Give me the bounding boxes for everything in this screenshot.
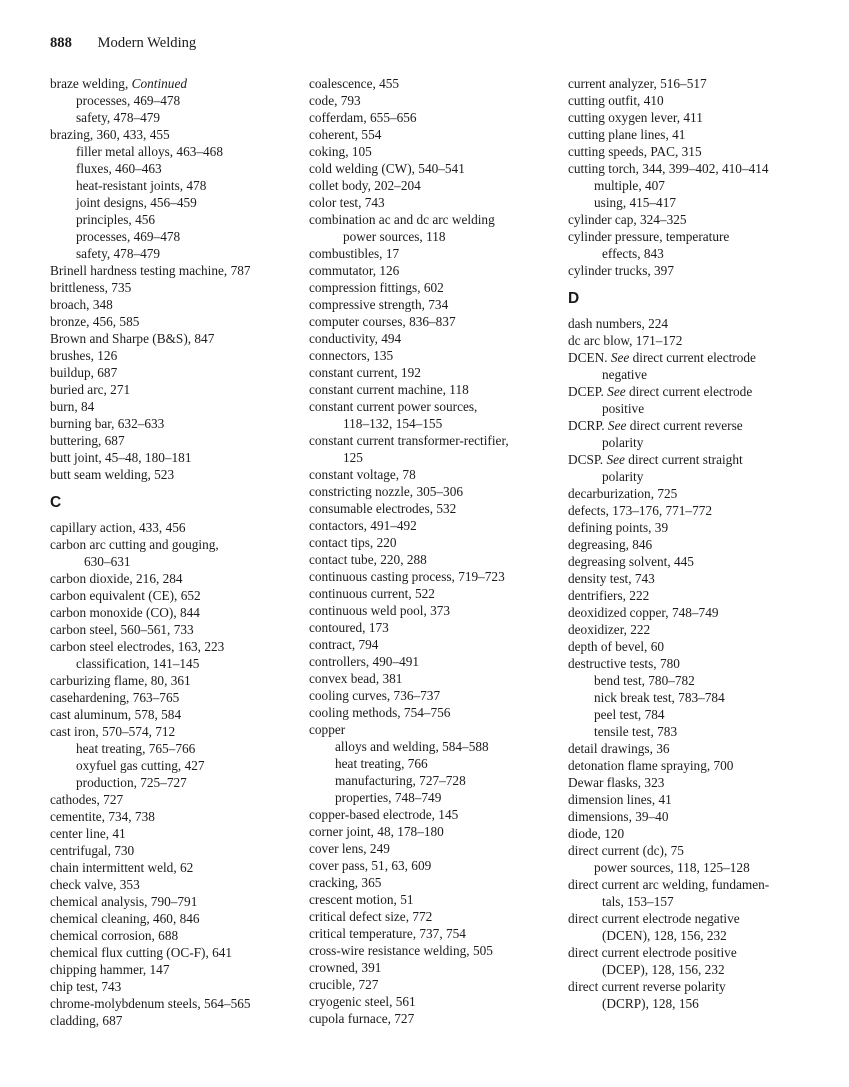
index-entry-continuation: 125 <box>343 450 363 465</box>
index-entry: dimension lines, 41 <box>568 792 672 807</box>
index-entry: collet body, 202–204 <box>309 178 421 193</box>
italic-text: See <box>607 384 626 399</box>
index-entry: controllers, 490–491 <box>309 654 420 669</box>
index-entry: chip test, 743 <box>50 979 122 994</box>
index-entry: cover lens, 249 <box>309 841 390 856</box>
index-entry: deoxidized copper, 748–749 <box>568 605 719 620</box>
index-entry: chemical cleaning, 460, 846 <box>50 911 200 926</box>
index-entry: constant current power sources, <box>309 399 478 414</box>
index-entry: color test, 743 <box>309 195 385 210</box>
index-entry: defects, 173–176, 771–772 <box>568 503 713 518</box>
index-entry: carbon dioxide, 216, 284 <box>50 571 183 586</box>
index-entry: constant current transformer-rectifier, <box>309 433 509 448</box>
index-entry: buildup, 687 <box>50 365 118 380</box>
italic-text: See <box>610 350 630 365</box>
index-entry: cutting outfit, 410 <box>568 93 664 108</box>
page-number: 888 <box>50 35 72 51</box>
index-entry: crescent motion, 51 <box>309 892 414 907</box>
index-entry: Brinell hardness testing machine, 787 <box>50 263 251 278</box>
index-entry: density test, 743 <box>568 571 655 586</box>
index-entry-continuation: negative <box>602 367 648 382</box>
index-entry: consumable electrodes, 532 <box>309 501 457 516</box>
italic-text: See <box>607 418 627 433</box>
index-subentry: tensile test, 783 <box>594 724 678 739</box>
index-entry: DCEP. See direct current electrode <box>568 384 753 399</box>
index-entry: direct current electrode negative <box>568 911 740 926</box>
index-subentry: nick break test, 783–784 <box>594 690 725 705</box>
index-entry: chipping hammer, 147 <box>50 962 170 977</box>
index-entry: cast iron, 570–574, 712 <box>50 724 176 739</box>
index-entry: butt joint, 45–48, 180–181 <box>50 450 192 465</box>
index-entry: buried arc, 271 <box>50 382 131 397</box>
section-heading: C <box>50 494 62 511</box>
index-column-2 <box>309 75 542 1027</box>
index-entry: brushes, 126 <box>50 348 118 363</box>
index-subentry: fluxes, 460–463 <box>76 161 162 176</box>
index-subentry: principles, 456 <box>76 212 156 227</box>
index-subentry: filler metal alloys, 463–468 <box>76 144 223 159</box>
index-entry: connectors, 135 <box>309 348 394 363</box>
index-entry: destructive tests, 780 <box>568 656 680 671</box>
index-entry: deoxidizer, 222 <box>568 622 651 637</box>
index-entry: constant current, 192 <box>309 365 421 380</box>
index-entry: cast aluminum, 578, 584 <box>50 707 182 722</box>
index-subentry: processes, 469–478 <box>76 229 181 244</box>
index-entry: bronze, 456, 585 <box>50 314 140 329</box>
index-entry: cracking, 365 <box>309 875 382 890</box>
index-subentry: peel test, 784 <box>594 707 665 722</box>
index-entry: brittleness, 735 <box>50 280 132 295</box>
index-entry-continuation: 118–132, 154–155 <box>343 416 443 431</box>
index-entry: DCSP. See direct current straight <box>568 452 743 467</box>
index-subentry: alloys and welding, 584–588 <box>335 739 489 754</box>
index-entry: burn, 84 <box>50 399 95 414</box>
index-subentry: oxyfuel gas cutting, 427 <box>76 758 205 773</box>
index-entry: carbon arc cutting and gouging, <box>50 537 219 552</box>
index-entry: direct current (dc), 75 <box>568 843 684 858</box>
index-entry: brazing, 360, 433, 455 <box>50 127 170 142</box>
index-entry: center line, 41 <box>50 826 126 841</box>
index-entry: coherent, 554 <box>309 127 382 142</box>
index-entry: check valve, 353 <box>50 877 140 892</box>
index-entry: cryogenic steel, 561 <box>309 994 416 1009</box>
index-entry: contract, 794 <box>309 637 379 652</box>
index-entry: continuous weld pool, 373 <box>309 603 451 618</box>
index-subentry: safety, 478–479 <box>76 110 161 125</box>
index-entry: dimensions, 39–40 <box>568 809 669 824</box>
index-entry: Brown and Sharpe (B&S), 847 <box>50 331 215 346</box>
index-entry: diode, 120 <box>568 826 625 841</box>
index-entry: constant current machine, 118 <box>309 382 469 397</box>
index-entry: cutting plane lines, 41 <box>568 127 686 142</box>
page-header <box>50 34 801 52</box>
index-entry: cathodes, 727 <box>50 792 124 807</box>
index-entry: continuous casting process, 719–723 <box>309 569 505 584</box>
index-subentry: multiple, 407 <box>594 178 665 193</box>
index-entry: computer courses, 836–837 <box>309 314 456 329</box>
index-entry: broach, 348 <box>50 297 113 312</box>
index-entry: dash numbers, 224 <box>568 316 669 331</box>
index-columns <box>50 75 801 1029</box>
index-entry: cutting oxygen lever, 411 <box>568 110 703 125</box>
index-entry: critical temperature, 737, 754 <box>309 926 466 941</box>
index-entry: contact tips, 220 <box>309 535 397 550</box>
index-entry: current analyzer, 516–517 <box>568 76 707 91</box>
index-subentry: safety, 478–479 <box>76 246 161 261</box>
index-subentry: heat treating, 765–766 <box>76 741 196 756</box>
index-subentry: heat treating, 766 <box>335 756 428 771</box>
index-entry-continuation: (DCRP), 128, 156 <box>602 996 699 1011</box>
index-entry: DCRP. See direct current reverse <box>568 418 743 433</box>
index-entry: cooling curves, 736–737 <box>309 688 441 703</box>
index-entry: critical defect size, 772 <box>309 909 433 924</box>
index-entry-continuation: polarity <box>602 469 644 484</box>
index-entry: Dewar flasks, 323 <box>568 775 665 790</box>
index-entry: chain intermittent weld, 62 <box>50 860 194 875</box>
index-column-3 <box>568 75 801 1012</box>
index-entry: crucible, 727 <box>309 977 379 992</box>
index-entry: burning bar, 632–633 <box>50 416 165 431</box>
book-title: Modern Welding <box>97 35 197 51</box>
index-entry: direct current reverse polarity <box>568 979 726 994</box>
index-entry: code, 793 <box>309 93 361 108</box>
index-entry: cover pass, 51, 63, 609 <box>309 858 432 873</box>
index-entry: copper <box>309 722 346 737</box>
index-entry: casehardening, 763–765 <box>50 690 180 705</box>
index-entry: dentrifiers, 222 <box>568 588 650 603</box>
index-entry: cladding, 687 <box>50 1013 123 1028</box>
index-entry: detail drawings, 36 <box>568 741 670 756</box>
index-entry: detonation flame spraying, 700 <box>568 758 734 773</box>
index-entry: capillary action, 433, 456 <box>50 520 186 535</box>
index-entry: carbon equivalent (CE), 652 <box>50 588 201 603</box>
index-subentry: properties, 748–749 <box>335 790 442 805</box>
index-entry: cross-wire resistance welding, 505 <box>309 943 493 958</box>
index-subentry: processes, 469–478 <box>76 93 181 108</box>
index-entry: coking, 105 <box>309 144 372 159</box>
index-entry: cold welding (CW), 540–541 <box>309 161 465 176</box>
index-entry-continuation: (DCEN), 128, 156, 232 <box>602 928 727 943</box>
index-entry: cutting speeds, PAC, 315 <box>568 144 702 159</box>
index-entry: cofferdam, 655–656 <box>309 110 417 125</box>
index-entry-continuation: polarity <box>602 435 644 450</box>
italic-text: Continued <box>131 76 187 91</box>
index-entry: copper-based electrode, 145 <box>309 807 459 822</box>
index-entry: cutting torch, 344, 399–402, 410–414 <box>568 161 769 176</box>
index-entry: chemical flux cutting (OC-F), 641 <box>50 945 233 960</box>
index-entry: contoured, 173 <box>309 620 389 635</box>
index-entry: depth of bevel, 60 <box>568 639 665 654</box>
index-subentry: production, 725–727 <box>76 775 187 790</box>
index-entry: compression fittings, 602 <box>309 280 444 295</box>
index-subentry: heat-resistant joints, 478 <box>76 178 207 193</box>
index-entry: cementite, 734, 738 <box>50 809 155 824</box>
index-entry: combustibles, 17 <box>309 246 400 261</box>
index-entry: chemical analysis, 790–791 <box>50 894 198 909</box>
index-entry: degreasing, 846 <box>568 537 653 552</box>
index-entry: contact tube, 220, 288 <box>309 552 427 567</box>
index-entry: direct current arc welding, fundamen- <box>568 877 770 892</box>
index-entry: carbon steel electrodes, 163, 223 <box>50 639 225 654</box>
index-entry: braze welding, Continued <box>50 76 187 91</box>
index-subentry: power sources, 118, 125–128 <box>594 860 750 875</box>
index-entry: decarburization, 725 <box>568 486 678 501</box>
index-entry-continuation: positive <box>602 401 645 416</box>
index-entry-continuation: tals, 153–157 <box>602 894 674 909</box>
index-entry: chemical corrosion, 688 <box>50 928 179 943</box>
index-entry: degreasing solvent, 445 <box>568 554 694 569</box>
section-heading: D <box>568 290 580 307</box>
index-entry: conductivity, 494 <box>309 331 402 346</box>
index-entry-continuation: power sources, 118 <box>343 229 446 244</box>
index-entry: cylinder trucks, 397 <box>568 263 674 278</box>
index-entry: cupola furnace, 727 <box>309 1011 415 1026</box>
index-column-1 <box>50 75 283 1029</box>
index-subentry: manufacturing, 727–728 <box>335 773 466 788</box>
index-subentry: joint designs, 456–459 <box>76 195 197 210</box>
index-entry: compressive strength, 734 <box>309 297 449 312</box>
index-entry: centrifugal, 730 <box>50 843 135 858</box>
index-entry: chrome-molybdenum steels, 564–565 <box>50 996 251 1011</box>
index-entry: DCEN. See direct current electrode <box>568 350 756 365</box>
index-entry-continuation: effects, 843 <box>602 246 664 261</box>
index-entry: butt seam welding, 523 <box>50 467 175 482</box>
index-entry: constricting nozzle, 305–306 <box>309 484 463 499</box>
index-entry: continuous current, 522 <box>309 586 435 601</box>
index-entry: convex bead, 381 <box>309 671 403 686</box>
index-entry: carbon steel, 560–561, 733 <box>50 622 194 637</box>
index-entry: dc arc blow, 171–172 <box>568 333 683 348</box>
index-subentry: using, 415–417 <box>594 195 677 210</box>
index-entry: combination ac and dc arc welding <box>309 212 495 227</box>
index-entry: cylinder pressure, temperature <box>568 229 730 244</box>
index-entry-continuation: (DCEP), 128, 156, 232 <box>602 962 725 977</box>
index-entry-continuation: 630–631 <box>84 554 131 569</box>
index-entry: direct current electrode positive <box>568 945 737 960</box>
index-entry: cylinder cap, 324–325 <box>568 212 687 227</box>
index-entry: contactors, 491–492 <box>309 518 417 533</box>
index-entry: crowned, 391 <box>309 960 382 975</box>
index-entry: coalescence, 455 <box>309 76 400 91</box>
index-subentry: classification, 141–145 <box>76 656 200 671</box>
index-entry: corner joint, 48, 178–180 <box>309 824 444 839</box>
index-entry: commutator, 126 <box>309 263 400 278</box>
index-entry: buttering, 687 <box>50 433 125 448</box>
italic-text: See <box>606 452 625 467</box>
index-entry: carburizing flame, 80, 361 <box>50 673 191 688</box>
index-entry: constant voltage, 78 <box>309 467 416 482</box>
index-entry: carbon monoxide (CO), 844 <box>50 605 200 620</box>
index-entry: defining points, 39 <box>568 520 669 535</box>
index-subentry: bend test, 780–782 <box>594 673 695 688</box>
index-entry: cooling methods, 754–756 <box>309 705 451 720</box>
